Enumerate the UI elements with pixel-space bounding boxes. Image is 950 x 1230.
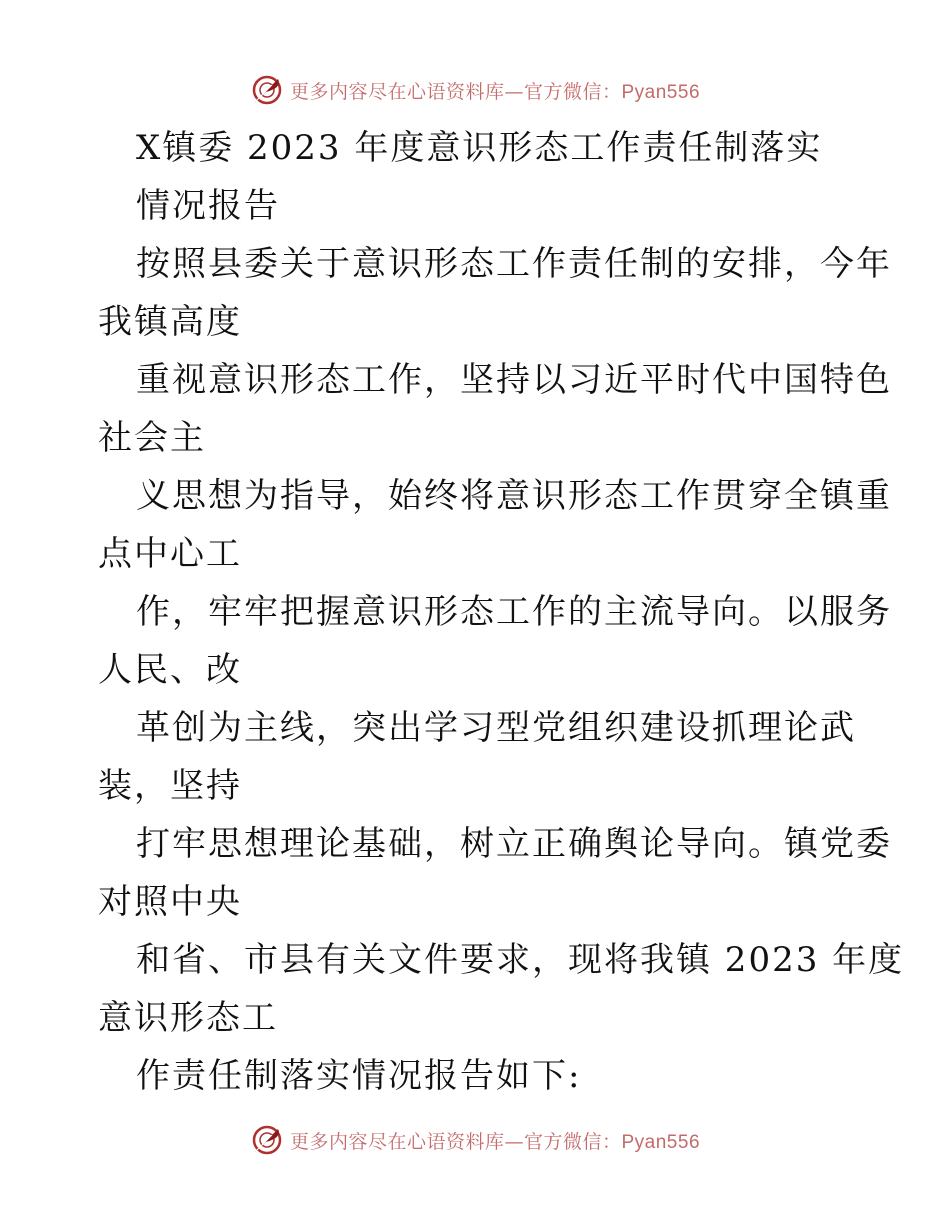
document-title-line-1: X镇委 2023 年度意识形态工作责任制落实	[136, 128, 823, 168]
paragraph-line: 点中心工	[98, 534, 242, 574]
paragraph-line: 作责任制落实情况报告如下:	[136, 1056, 582, 1096]
paragraph-line: 按照县委关于意识形态工作责任制的安排，今年	[136, 244, 892, 284]
paragraph-line: 打牢思想理论基础，树立正确舆论导向。镇党委	[136, 824, 892, 864]
paragraph-line: 我镇高度	[98, 302, 242, 342]
paragraph-line: 革创为主线，突出学习型党组织建设抓理论武	[136, 708, 856, 748]
watermark-header	[0, 70, 950, 110]
paragraph-line: 意识形态工	[98, 998, 278, 1038]
watermark-text: 更多内容尽在心语资料库—官方微信：Pyan556	[289, 80, 701, 103]
document-title-line-2: 情况报告	[136, 186, 280, 226]
paragraph-line: 装，坚持	[98, 766, 242, 806]
feather-logo-icon	[250, 73, 284, 107]
paragraph-line: 义思想为指导，始终将意识形态工作贯穿全镇重	[136, 476, 892, 516]
feather-logo-icon	[250, 1123, 284, 1157]
paragraph-line: 作，牢牢把握意识形态工作的主流导向。以服务	[136, 592, 892, 632]
watermark-footer	[0, 1120, 950, 1160]
paragraph-line: 人民、改	[98, 650, 242, 690]
paragraph-line: 重视意识形态工作，坚持以习近平时代中国特色	[136, 360, 892, 400]
watermark-text: 更多内容尽在心语资料库—官方微信：Pyan556	[289, 1130, 701, 1153]
paragraph-line: 和省、市县有关文件要求，现将我镇 2023 年度	[136, 940, 905, 980]
paragraph-line: 社会主	[98, 418, 206, 458]
paragraph-line: 对照中央	[98, 882, 242, 922]
